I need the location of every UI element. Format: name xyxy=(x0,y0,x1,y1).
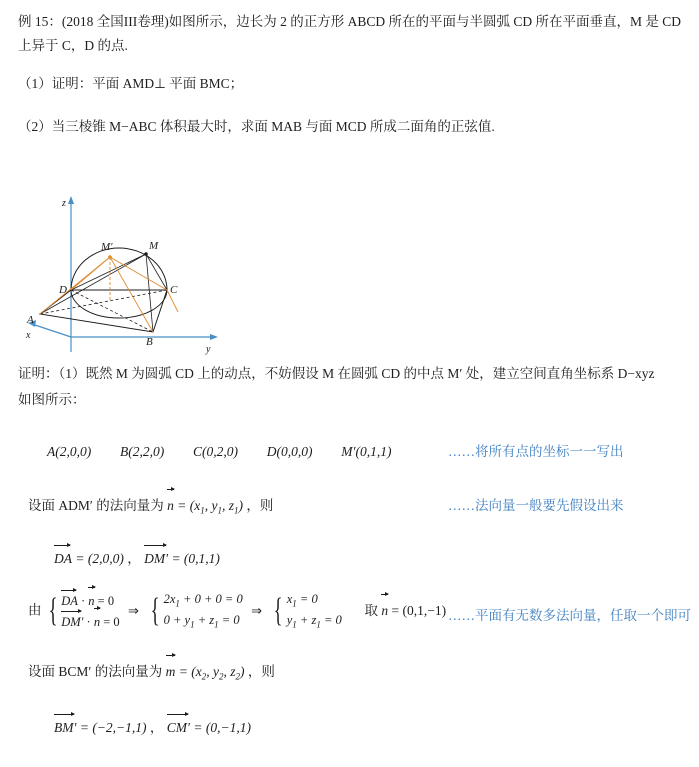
normal-admprime-components: = ($x_1$, $y_1$, $z_1$) xyxy=(177,498,243,516)
coord-A: A(2,0,0) xyxy=(47,444,92,459)
vector-DMprime-value: = (0,1,1) xyxy=(171,551,220,566)
line-MD xyxy=(71,254,146,290)
vector-DA-value: = (2,0,0) xyxy=(75,551,124,566)
line-MA xyxy=(40,254,146,314)
square-ABCD xyxy=(40,290,167,332)
label-y: y xyxy=(206,344,211,355)
eq-1-row-2: DM′ · n = 0 xyxy=(61,611,119,632)
axis-y-arrow xyxy=(210,334,218,340)
vector-CMprime: CM′ xyxy=(167,714,190,740)
vectors-row-1-comma: ， xyxy=(127,551,141,566)
label-x: x xyxy=(26,330,31,341)
label-B: B xyxy=(146,336,153,348)
brace-group-2 xyxy=(147,590,242,633)
brace-3: { xyxy=(274,592,284,630)
label-M: M xyxy=(149,240,159,252)
eq-2-row-2: $0 + y_1 + z_1 = 0$ xyxy=(163,613,240,630)
normal-bcmprime-line xyxy=(28,660,275,685)
axis-z-arrow xyxy=(68,196,74,204)
eq-3-row-1: $x_1 = 0$ xyxy=(286,592,318,609)
label-z: z xyxy=(62,198,66,209)
semicircle-arc-lower xyxy=(71,290,167,318)
annotation-normal-assume: ……法向量一般要先假设出来 xyxy=(448,498,624,513)
label-M-prime: M′ xyxy=(101,241,113,253)
normal-n-symbol: n xyxy=(167,494,174,518)
normal-admprime-lead: 设面 ADM′ 的法向量为 xyxy=(28,498,164,513)
equation-system-lead: 由 xyxy=(28,602,42,618)
proof-intro-line-1: 证明：（1）既然 M 为圆弧 CD 上的动点，不妨假设 M 在圆弧 CD 的中点 M′ 处，建立空间直角坐标系 D−xyz xyxy=(18,366,655,381)
coord-C: C(0,2,0) xyxy=(193,444,238,459)
problem-heading: 例 15：(2018 全国III卷理)如图所示，边长为 2 的正方形 ABCD 所在的平面与半圆弧 CD 所在平面垂直，M 是 CD 上异于 C，D 的点. xyxy=(18,14,681,53)
problem-part-2: （2）当三棱锥 M−ABC 体积最大时，求面 MAB 与面 MCD 所成二面角的正弦值. xyxy=(18,119,495,134)
vector-DA: DA xyxy=(54,545,72,571)
brace-1: { xyxy=(48,592,58,630)
take-normal-vector: 取 n = (0,1,−1) xyxy=(365,603,447,618)
brace-group-1 xyxy=(45,590,120,633)
vector-DMprime: DM′ xyxy=(144,545,168,571)
eqcol-1 xyxy=(61,590,119,633)
vectors-row-2-comma: ， xyxy=(149,720,164,735)
brace-group-3 xyxy=(270,590,341,633)
label-A: A xyxy=(27,314,34,326)
geometry-figure xyxy=(18,192,258,360)
axis-x xyxy=(32,324,71,337)
annotation-coordinates: ……将所有点的坐标一一写出 xyxy=(448,444,624,459)
coordinates-row xyxy=(47,440,391,464)
proof-intro-line-2: 如图所示： xyxy=(18,392,86,407)
label-D: D xyxy=(59,284,67,296)
normal-admprime-line xyxy=(28,494,273,519)
equation-system-row xyxy=(28,590,446,633)
line-MB xyxy=(146,254,153,332)
normal-bcmprime-then: ，则 xyxy=(247,664,275,679)
vectors-row-1 xyxy=(54,545,220,571)
vector-CMprime-value: = (0,−1,1) xyxy=(193,720,251,735)
vector-BMprime: BM′ xyxy=(54,714,76,740)
vectors-row-2 xyxy=(54,714,251,740)
eqcol-2 xyxy=(164,590,243,633)
line-MprimeC xyxy=(110,257,167,290)
coord-M-prime: M′(0,1,1) xyxy=(341,444,392,459)
vector-BMprime-value: = (−2,−1,1) xyxy=(79,720,147,735)
normal-admprime-then: ，则 xyxy=(246,498,274,513)
eq-3-row-2: $y_1 + z_1 = 0$ xyxy=(286,613,342,630)
problem-part-1: （1）证明：平面 AMD⊥ 平面 BMC； xyxy=(18,76,244,91)
label-C: C xyxy=(170,284,178,296)
geometry-diagram-svg xyxy=(18,192,258,360)
annotation-many-normals: ……平面有无数多法向量，任取一个即可 xyxy=(448,608,691,623)
eq-1-row-1: DA · n = 0 xyxy=(61,590,119,611)
coord-D: D(0,0,0) xyxy=(266,444,313,459)
brace-2: { xyxy=(150,592,160,630)
eq-2-row-1: $2x_1 + 0 + 0 = 0$ xyxy=(163,592,243,609)
normal-m-symbol: m xyxy=(166,660,176,684)
normal-bcmprime-components: = ($x_2$, $y_2$, $z_2$) xyxy=(178,664,245,682)
normal-bcmprime-lead: 设面 BCM′ 的法向量为 xyxy=(28,664,163,679)
arrow-1: ⇒ xyxy=(128,602,139,618)
coord-B: B(2,2,0) xyxy=(120,444,165,459)
line-MC xyxy=(146,254,167,290)
eqcol-3 xyxy=(287,590,342,633)
arrow-2: ⇒ xyxy=(251,602,263,618)
